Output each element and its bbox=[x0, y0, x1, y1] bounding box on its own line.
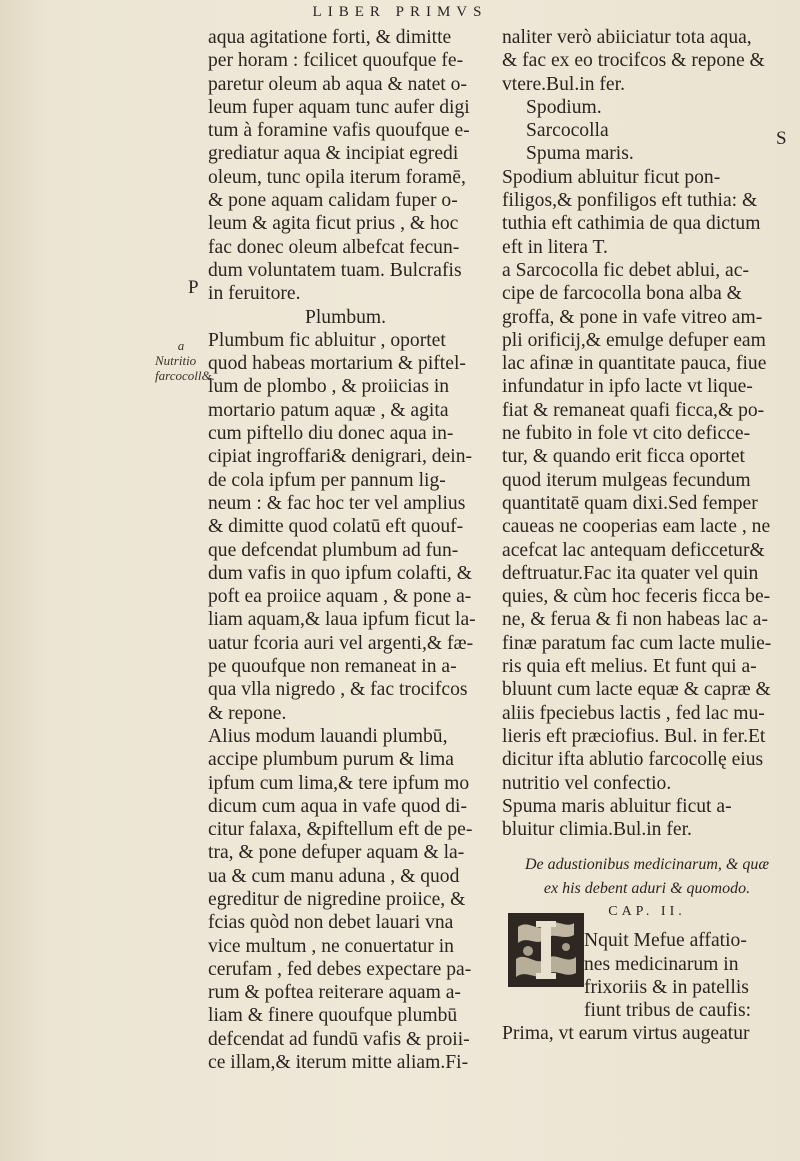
text-line: que defcendat plumbum ad fun- bbox=[208, 539, 459, 561]
margin-note-line: Nutritio bbox=[155, 353, 197, 368]
text-line: finæ paratum fac cum lacte mulie- bbox=[502, 632, 772, 654]
text-line: fac donec oleum albefcat fecun- bbox=[208, 236, 460, 258]
text-line: aqua agitatione forti, & dimitte bbox=[208, 27, 452, 48]
text-line: Spodium abluitur ficut pon- bbox=[502, 166, 721, 188]
right-column-top-text bbox=[502, 26, 792, 841]
text-line: pe quoufque non remaneat in a- bbox=[208, 656, 457, 678]
text-line: groffa, & pone in vafe vitreo am- bbox=[502, 306, 763, 328]
text-line: Spodium. bbox=[526, 96, 602, 118]
text-line: poft ea proiice aquam , & pone a- bbox=[208, 586, 472, 608]
text-line: in feruitore. bbox=[208, 283, 301, 305]
text-line: acefcat lac antequam deficcetur& bbox=[502, 539, 765, 561]
text-line: & fac ex eo trocifcos & repone & bbox=[502, 50, 765, 72]
text-line: ua & cum manu aduna , & quod bbox=[208, 865, 460, 887]
left-text-column bbox=[208, 26, 483, 1074]
decorated-initial-ornament-icon bbox=[510, 915, 582, 985]
text-line: quod habeas mortarium & piftel- bbox=[208, 353, 466, 375]
text-line: & dimitte quod colatū eft quouf- bbox=[208, 516, 464, 538]
text-line: vice multum , ne conuertatur in bbox=[208, 935, 454, 957]
text-line: ipfum cum lima,& tere ipfum mo bbox=[208, 772, 470, 794]
text-line: caueas ne cooperias eam lacte , ne bbox=[502, 516, 771, 538]
text-line: quod iterum mulgeas fecundum bbox=[502, 469, 751, 491]
text-line: oleum, tunc opila iterum foramē, bbox=[208, 166, 466, 188]
running-head: LIBER PRIMVS bbox=[312, 4, 488, 20]
text-line: ne, & ferua & fi non habeas lac a- bbox=[502, 609, 769, 631]
text-line: egreditur de nigredine proiice, & bbox=[208, 888, 466, 910]
text-line: frixoriis & in patellis bbox=[584, 976, 749, 998]
text-line: fiat & remaneat quafi ficca,& po- bbox=[502, 399, 765, 421]
text-line: tur, & quando erit ficca oportet bbox=[502, 446, 745, 468]
text-line: dum vafis in quo ipfum colafti, & bbox=[208, 562, 472, 584]
text-line: dum voluntatem tuam. Bulcrafis bbox=[208, 259, 462, 281]
text-line: rum & poftea reiterare aquam a- bbox=[208, 982, 461, 1004]
text-line: Plumbum fic abluitur , oportet bbox=[208, 329, 446, 351]
text-line: Sarcocolla bbox=[526, 120, 609, 142]
text-line: nes medicinarum in bbox=[584, 953, 739, 975]
signature-mark-right: S bbox=[776, 128, 787, 149]
text-line: uatur fcoria auri vel argenti,& fæ- bbox=[208, 632, 474, 654]
text-line: cum piftello diu donec aqua in- bbox=[208, 423, 454, 445]
text-line: per horam : fcilicet quoufque fe- bbox=[208, 50, 464, 72]
text-line: filigos,& ponfiligos eft tuthia: & bbox=[502, 190, 758, 212]
text-line: fcias quòd non debet lauari vna bbox=[208, 912, 454, 934]
text-line: liam & finere quoufque plumbū bbox=[208, 1005, 458, 1027]
text-line: pli orificij,& emulge defuper eam bbox=[502, 329, 766, 351]
margin-note-letter: a bbox=[177, 338, 185, 353]
text-line: cerufam , fed debes expectare pa- bbox=[208, 958, 472, 980]
decorated-initial bbox=[508, 913, 584, 987]
text-line: vtere.Bul.in fer. bbox=[502, 73, 625, 95]
text-line: deftruatur.Fac ita quater vel quin bbox=[502, 562, 759, 584]
text-line: defcendat ad fundū vafis & proii- bbox=[208, 1028, 470, 1050]
text-line: nutritio vel confectio. bbox=[502, 772, 672, 794]
chapter-heading-line: ex his debent aduri & quomodo. bbox=[543, 879, 751, 897]
margin-note-line: farcocoll&. bbox=[155, 368, 215, 383]
text-line: quies, & cùm hoc feceris ficca be- bbox=[502, 586, 771, 608]
text-line: Nquit Mefue affatio- bbox=[584, 930, 747, 952]
text-line: grediatur aqua & incipiat egredi bbox=[208, 143, 459, 165]
text-line: ce illam,& iterum mitte aliam.Fi- bbox=[208, 1052, 469, 1074]
text-line: paretur oleum ab aqua & natet o- bbox=[208, 73, 467, 95]
text-line: a Sarcocolla fic debet ablui, ac- bbox=[502, 259, 749, 281]
text-line: Spuma maris. bbox=[526, 143, 634, 165]
text-line: lum de plombo , & proiicias in bbox=[208, 376, 450, 398]
text-line: accipe plumbum purum & lima bbox=[208, 749, 454, 771]
text-line: leum & agita ficut prius , & hoc bbox=[208, 213, 459, 235]
margin-note bbox=[155, 338, 215, 383]
text-line: tuthia eft cathimia de qua dictum bbox=[502, 213, 761, 235]
text-line: quantitatē quam dixi.Sed femper bbox=[502, 492, 758, 514]
text-line: dicum cum aqua in vafe quod di- bbox=[208, 795, 467, 817]
text-line: lac afinæ in quantitate pauca, fiue bbox=[502, 353, 767, 375]
text-line: Spuma maris abluitur ficut a- bbox=[502, 795, 732, 817]
chapter-number: CAP. II. bbox=[608, 903, 686, 919]
text-line: leum fuper aquam tunc aufer digi bbox=[208, 96, 470, 118]
text-line: cipe de farcocolla bona alba & bbox=[502, 283, 742, 305]
text-line: lieris eft præciofius. Bul. in fer.Et bbox=[502, 725, 766, 747]
text-line: tra, & pone defuper aquam & la- bbox=[208, 842, 465, 864]
right-text-column bbox=[502, 26, 792, 1046]
text-line: eft in litera T. bbox=[502, 236, 608, 258]
text-line: tum à foramine vafis quoufque e- bbox=[208, 120, 470, 142]
chapter-heading-line: De adustionibus medicinarum, & quæ bbox=[525, 856, 769, 874]
text-line: Prima, vt earum virtus augeatur bbox=[502, 1023, 750, 1045]
signature-mark-left: P bbox=[188, 277, 199, 298]
text-line: citur falaxa, &piftellum eft de pe- bbox=[208, 819, 473, 841]
text-line: bluitur climia.Bul.in fer. bbox=[502, 819, 692, 841]
text-line: naliter verò abiiciatur tota aqua, bbox=[502, 27, 752, 48]
text-line: ris quia eft melius. Et funt qui a- bbox=[502, 656, 757, 678]
text-line: mortario patum aquæ , & agita bbox=[208, 399, 449, 421]
text-line: Alius modum lauandi plumbū, bbox=[208, 725, 448, 747]
text-line: ne fubito in fole vt cito deficce- bbox=[502, 423, 751, 445]
text-line: de cola ipfum per pannum lig- bbox=[208, 469, 446, 491]
text-line: qua vlla nigredo , & fac trocifcos bbox=[208, 679, 468, 701]
text-line: & repone. bbox=[208, 702, 287, 724]
text-line: cipiat ingroffari& denigrari, dein- bbox=[208, 446, 473, 468]
text-line: bluunt cum lacte equæ & capræ & bbox=[502, 679, 771, 701]
text-line: & pone aquam calidam fuper o- bbox=[208, 190, 458, 212]
text-line: fiunt tribus de caufis: bbox=[584, 1000, 752, 1022]
text-line: neum : & fac hoc ter vel amplius bbox=[208, 492, 466, 514]
text-line: dicitur ifta ablutio farcocollę eius bbox=[502, 749, 764, 771]
text-line: liam aquam,& laua ipfum ficut la- bbox=[208, 609, 476, 631]
text-line: Plumbum. bbox=[304, 306, 387, 328]
text-line: aliis fpeciebus lactis , fed lac mu- bbox=[502, 702, 765, 724]
text-line: infundatur in ipfo lacte vt lique- bbox=[502, 376, 753, 398]
